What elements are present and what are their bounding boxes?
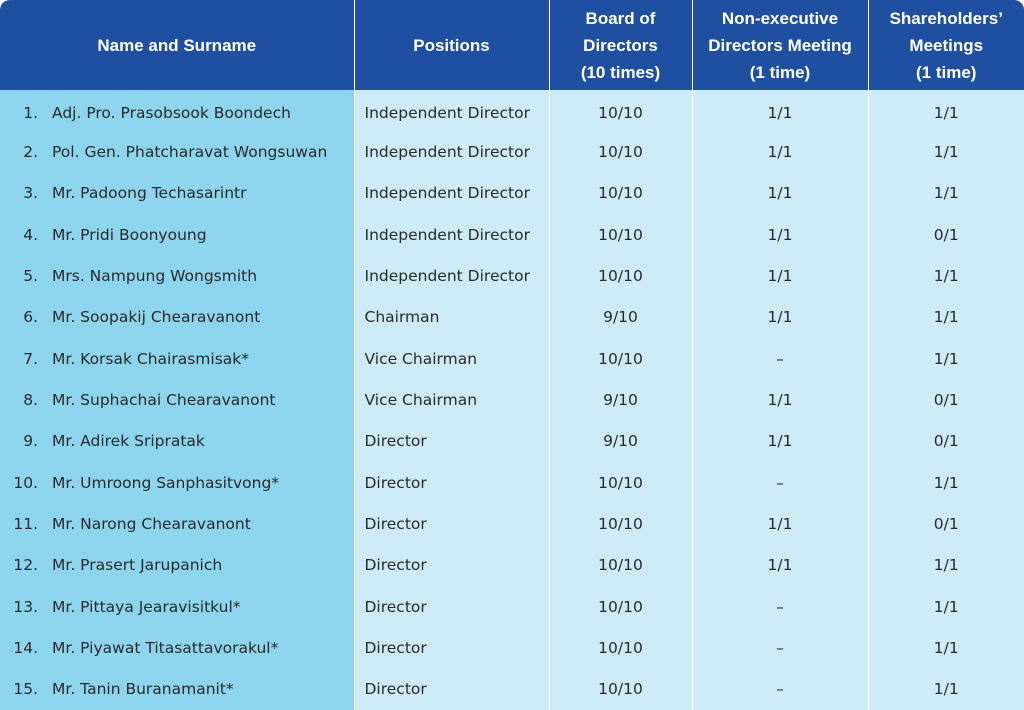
name-cell [0,462,354,503]
table-row [0,90,1024,131]
nonexec-attendance-cell: 1/1 [692,90,868,131]
row-number: 11. [13,514,38,533]
position-cell: Independent Director [354,131,549,172]
header-shareholders-line-1: Shareholders’ [889,8,1003,28]
name-cell [0,131,354,172]
name-cell [0,503,354,544]
name-cell [0,297,354,338]
nonexec-attendance-cell: – [692,669,868,710]
nonexec-attendance-cell: 1/1 [692,131,868,172]
table-row [0,173,1024,214]
table-row [0,297,1024,338]
director-name: Mrs. Nampung Wongsmith [52,266,258,285]
position-cell: Director [354,586,549,627]
header-nonexec [692,0,868,90]
row-number: 2. [23,142,38,161]
position-cell: Director [354,545,549,586]
shareholders-attendance-cell: 1/1 [868,131,1024,172]
table-row [0,131,1024,172]
header-name [0,0,354,90]
row-number: 6. [23,308,38,327]
director-name: Mr. Tanin Buranamanit* [52,680,234,699]
position-cell: Independent Director [354,173,549,214]
name-cell [0,173,354,214]
header-nonexec-line-2: Directors Meeting [708,35,852,55]
director-name: Mr. Soopakij Chearavanont [52,308,261,327]
row-number: 9. [23,432,38,451]
board-attendance-cell: 10/10 [549,255,692,296]
header-positions [354,0,549,90]
board-attendance-cell: 10/10 [549,338,692,379]
name-cell [0,421,354,462]
table-row [0,214,1024,255]
name-cell [0,214,354,255]
nonexec-attendance-cell: 1/1 [692,545,868,586]
table-row [0,379,1024,420]
header-board-line-1: Board of [585,8,656,28]
board-attendance-cell: 10/10 [549,131,692,172]
row-number: 13. [13,597,38,616]
nonexec-attendance-cell: 1/1 [692,421,868,462]
shareholders-attendance-cell: 1/1 [868,90,1024,131]
name-cell [0,338,354,379]
nonexec-attendance-cell: – [692,586,868,627]
nonexec-attendance-cell: 1/1 [692,255,868,296]
nonexec-attendance-cell: 1/1 [692,214,868,255]
name-cell [0,255,354,296]
board-attendance-cell: 9/10 [549,379,692,420]
shareholders-attendance-cell: 1/1 [868,586,1024,627]
position-cell: Independent Director [354,90,549,131]
shareholders-attendance-cell: 0/1 [868,214,1024,255]
director-name: Mr. Piyawat Titasattavorakul* [52,638,279,657]
table-row [0,586,1024,627]
board-attendance-cell: 10/10 [549,90,692,131]
position-cell: Director [354,462,549,503]
director-name: Mr. Pittaya Jearavisitkul* [52,597,241,616]
nonexec-attendance-cell: – [692,627,868,668]
board-attendance-cell: 10/10 [549,173,692,214]
director-name: Adj. Pro. Prasobsook Boondech [52,103,291,122]
name-cell [0,379,354,420]
shareholders-attendance-cell: 1/1 [868,545,1024,586]
shareholders-attendance-cell: 1/1 [868,627,1024,668]
position-cell: Independent Director [354,255,549,296]
shareholders-attendance-cell: 1/1 [868,462,1024,503]
table-row [0,421,1024,462]
position-cell: Director [354,669,549,710]
name-cell [0,545,354,586]
shareholders-attendance-cell: 1/1 [868,338,1024,379]
header-positions-label: Positions [413,35,490,55]
header-nonexec-line-3: (1 time) [749,62,811,82]
board-attendance-cell: 10/10 [549,214,692,255]
header-shareholders [868,0,1024,90]
shareholders-attendance-cell: 1/1 [868,173,1024,214]
shareholders-attendance-cell: 0/1 [868,421,1024,462]
director-name: Mr. Adirek Sripratak [52,432,205,451]
shareholders-attendance-cell: 1/1 [868,669,1024,710]
shareholders-attendance-cell: 1/1 [868,255,1024,296]
nonexec-attendance-cell: 1/1 [692,173,868,214]
nonexec-attendance-cell: 1/1 [692,379,868,420]
row-number: 8. [23,390,38,409]
director-name: Mr. Korsak Chairasmisak* [52,349,250,368]
header-shareholders-line-2: Meetings [909,35,984,55]
position-cell: Director [354,627,549,668]
row-number: 5. [23,266,38,285]
table-row [0,627,1024,668]
header-shareholders-line-3: (1 time) [916,62,977,82]
name-cell [0,90,354,131]
position-cell: Vice Chairman [354,338,549,379]
table-row [0,255,1024,296]
row-number: 1. [23,103,38,122]
position-cell: Independent Director [354,214,549,255]
director-name: Mr. Umroong Sanphasitvong* [52,473,280,492]
row-number: 3. [23,184,38,203]
table-row [0,338,1024,379]
director-name: Mr. Prasert Jarupanich [52,556,223,575]
row-number: 7. [23,349,38,368]
table-header-row [0,0,1024,90]
shareholders-attendance-cell: 0/1 [868,379,1024,420]
board-attendance-cell: 10/10 [549,586,692,627]
row-number: 15. [13,680,38,699]
header-board [549,0,692,90]
director-name: Mr. Suphachai Chearavanont [52,390,276,409]
shareholders-attendance-cell: 0/1 [868,503,1024,544]
name-cell [0,586,354,627]
director-name: Mr. Narong Chearavanont [52,514,251,533]
table-row [0,669,1024,710]
board-attendance-cell: 10/10 [549,462,692,503]
nonexec-attendance-cell: – [692,338,868,379]
board-attendance-cell: 10/10 [549,545,692,586]
header-board-line-3: (10 times) [580,62,661,82]
table-row [0,462,1024,503]
row-number: 14. [13,638,38,657]
header-nonexec-line-1: Non-executive [721,8,839,28]
position-cell: Chairman [354,297,549,338]
board-attendance-cell: 9/10 [549,421,692,462]
name-cell [0,669,354,710]
header-name-label: Name and Surname [97,35,257,55]
board-attendance-cell: 10/10 [549,669,692,710]
header-board-line-2: Directors [583,35,658,55]
board-attendance-cell: 10/10 [549,503,692,544]
board-attendance-cell: 10/10 [549,627,692,668]
board-attendance-cell: 9/10 [549,297,692,338]
director-name: Pol. Gen. Phatcharavat Wongsuwan [52,142,328,161]
table-row [0,545,1024,586]
director-name: Mr. Padoong Techasarintr [52,184,247,203]
shareholders-attendance-cell: 1/1 [868,297,1024,338]
position-cell: Vice Chairman [354,379,549,420]
nonexec-attendance-cell: – [692,462,868,503]
table-body [0,90,1024,710]
nonexec-attendance-cell: 1/1 [692,297,868,338]
row-number: 4. [23,225,38,244]
row-number: 10. [13,473,38,492]
table-row [0,503,1024,544]
nonexec-attendance-cell: 1/1 [692,503,868,544]
name-cell [0,627,354,668]
position-cell: Director [354,421,549,462]
position-cell: Director [354,503,549,544]
row-number: 12. [13,556,38,575]
director-name: Mr. Pridi Boonyoung [52,225,207,244]
